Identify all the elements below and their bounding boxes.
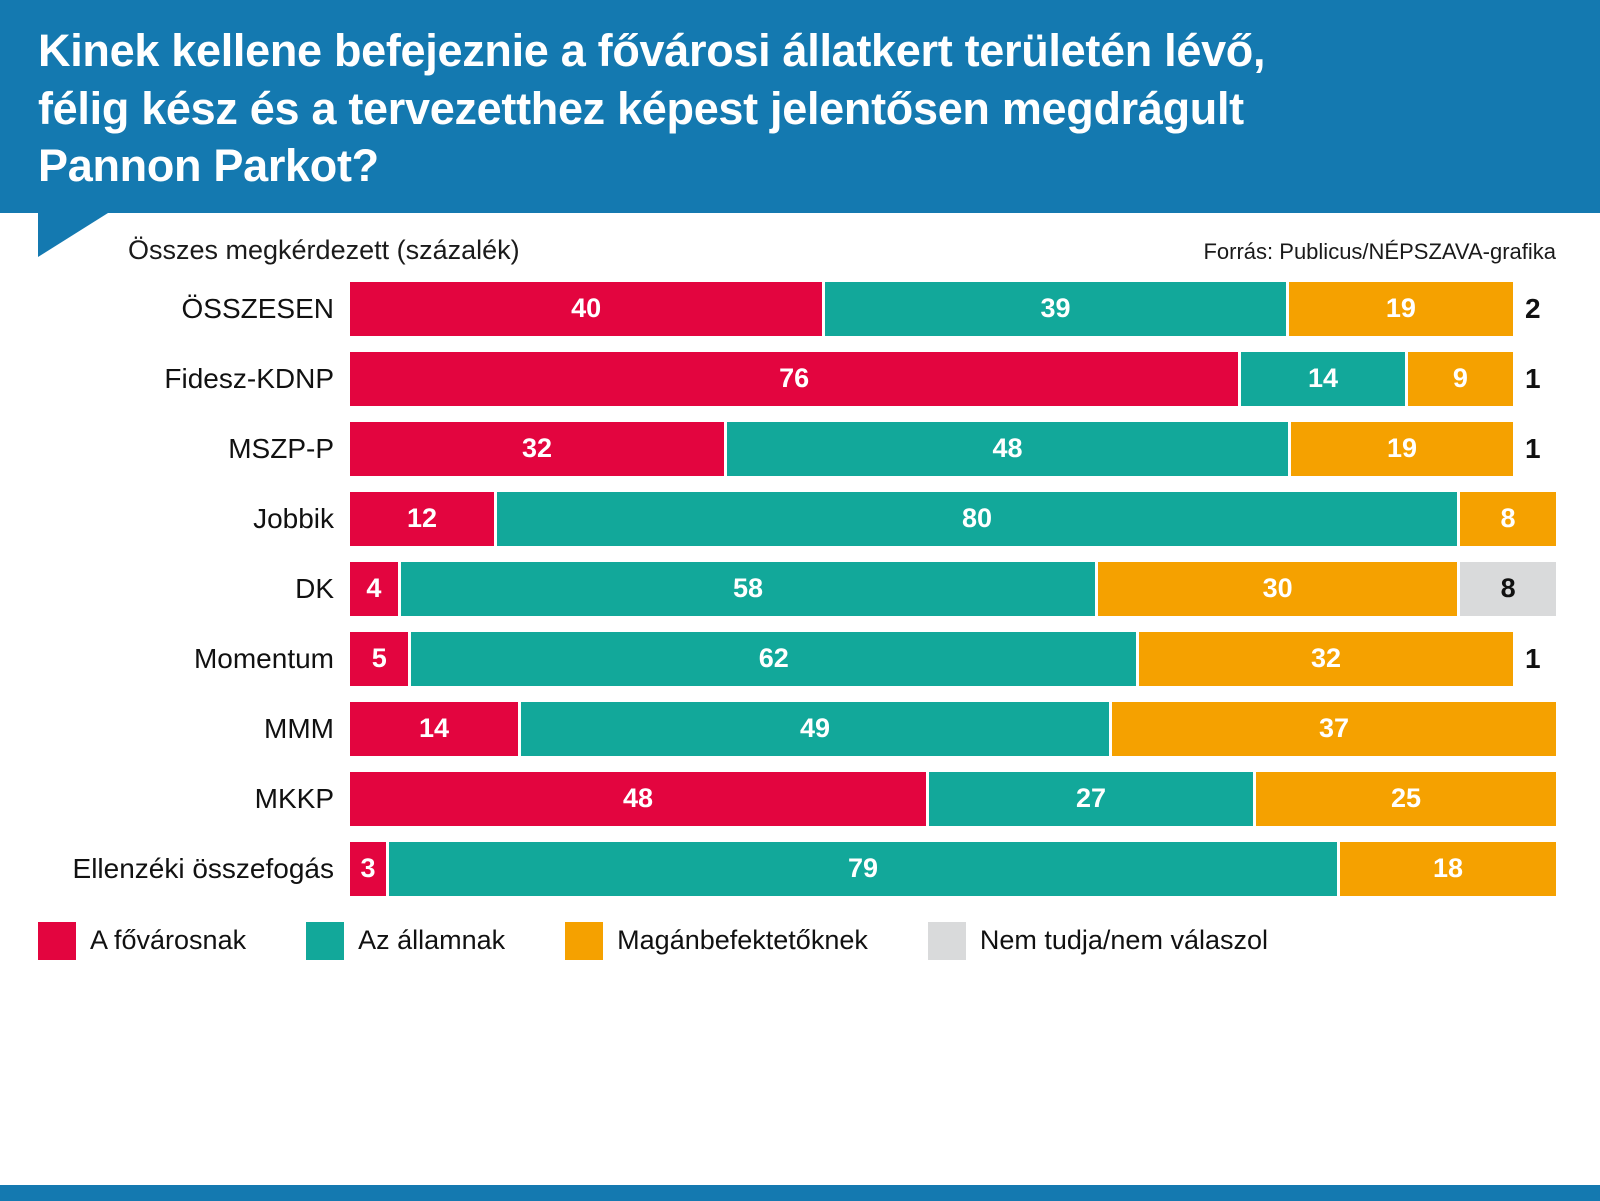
bar-segment-teal: 27 [929,772,1256,826]
legend-item [306,922,505,960]
bar-segment-red: 14 [350,702,521,756]
chart-legend [0,908,1600,960]
row-bars [350,422,1556,476]
bar-segment-teal: 62 [411,632,1139,686]
chart-row [28,768,1556,830]
chart-row [28,278,1556,340]
bar-segment-teal: 48 [727,422,1291,476]
legend-swatch-icon [38,922,76,960]
bar-segment-red: 32 [350,422,727,476]
bar-segment-red: 3 [350,842,389,896]
bar-segment-teal: 39 [825,282,1288,336]
page-title: Kinek kellene befejeznie a fővárosi állatkert területén lévő, félig kész és a tervezetthez képest jelentősen megdrágult Pannon Parkot? [38,25,1266,192]
bar-segment-teal: 49 [521,702,1112,756]
bar-segment-red: 4 [350,562,401,616]
chart-source: Forrás: Publicus/NÉPSZAVA-grafika [1203,238,1556,264]
row-label: Ellenzéki összefogás [72,852,334,884]
bar-segment-teal: 79 [389,842,1340,896]
bar-segment-teal: 14 [1241,352,1408,406]
legend-item [38,922,246,960]
chart-row [28,838,1556,900]
legend-label: Nem tudja/nem válaszol [979,925,1268,956]
row-bars [350,772,1556,826]
header [0,0,1600,213]
bar-segment-red: 76 [350,352,1241,406]
bar-segment-red: 48 [350,772,929,826]
bar-segment-red: 12 [350,492,497,546]
header-notch-decoration [38,213,108,257]
legend-swatch-icon [306,922,344,960]
legend-item [565,922,868,960]
bar-segment-red: 40 [350,282,825,336]
chart-row [28,348,1556,410]
legend-item [928,922,1268,960]
bar-segment-grey: 1 [1525,432,1541,464]
bar-segment-teal: 58 [401,562,1098,616]
row-label: DK [295,572,334,604]
chart-row [28,418,1556,480]
legend-label: Az államnak [358,925,506,956]
bar-segment-orange: 19 [1291,422,1516,476]
bar-segment-orange: 25 [1256,772,1556,826]
legend-label: A fővárosnak [90,925,247,956]
row-label: MSZP-P [228,432,334,464]
row-label: MMM [264,712,334,744]
bar-segment-teal: 80 [497,492,1460,546]
bar-segment-grey: 2 [1525,292,1541,324]
row-label: ÖSSZESEN [181,292,334,324]
footer-bar-decoration [0,1185,1600,1201]
bar-segment-orange: 32 [1139,632,1516,686]
row-bars [350,842,1556,896]
chart-row [28,628,1556,690]
row-bars [350,492,1556,546]
bar-segment-orange: 18 [1340,842,1556,896]
row-bars [350,702,1556,756]
row-bars [350,632,1556,686]
legend-label: Magánbefektetőknek [617,925,868,956]
bar-segment-grey: 8 [1460,562,1556,616]
row-label: MKKP [254,782,334,814]
subheader [0,213,1600,272]
row-label: Momentum [193,642,334,674]
bar-segment-orange: 37 [1112,702,1556,756]
legend-swatch-icon [565,922,603,960]
row-bars [350,282,1556,336]
row-label: Jobbik [253,502,334,534]
bar-segment-grey: 1 [1525,362,1541,394]
bar-segment-red: 5 [350,632,411,686]
bar-segment-orange: 9 [1408,352,1516,406]
chart-row [28,558,1556,620]
row-bars [350,562,1556,616]
bar-segment-grey: 1 [1525,642,1541,674]
row-label: Fidesz-KDNP [164,362,334,394]
stacked-bar-chart [0,272,1600,900]
row-bars [350,352,1556,406]
bar-segment-orange: 8 [1460,492,1556,546]
legend-swatch-icon [928,922,966,960]
bar-segment-orange: 19 [1289,282,1516,336]
chart-row [28,698,1556,760]
chart-row [28,488,1556,550]
bar-segment-orange: 30 [1098,562,1460,616]
chart-subtitle: Összes megkérdezett (százalék) [128,234,520,265]
